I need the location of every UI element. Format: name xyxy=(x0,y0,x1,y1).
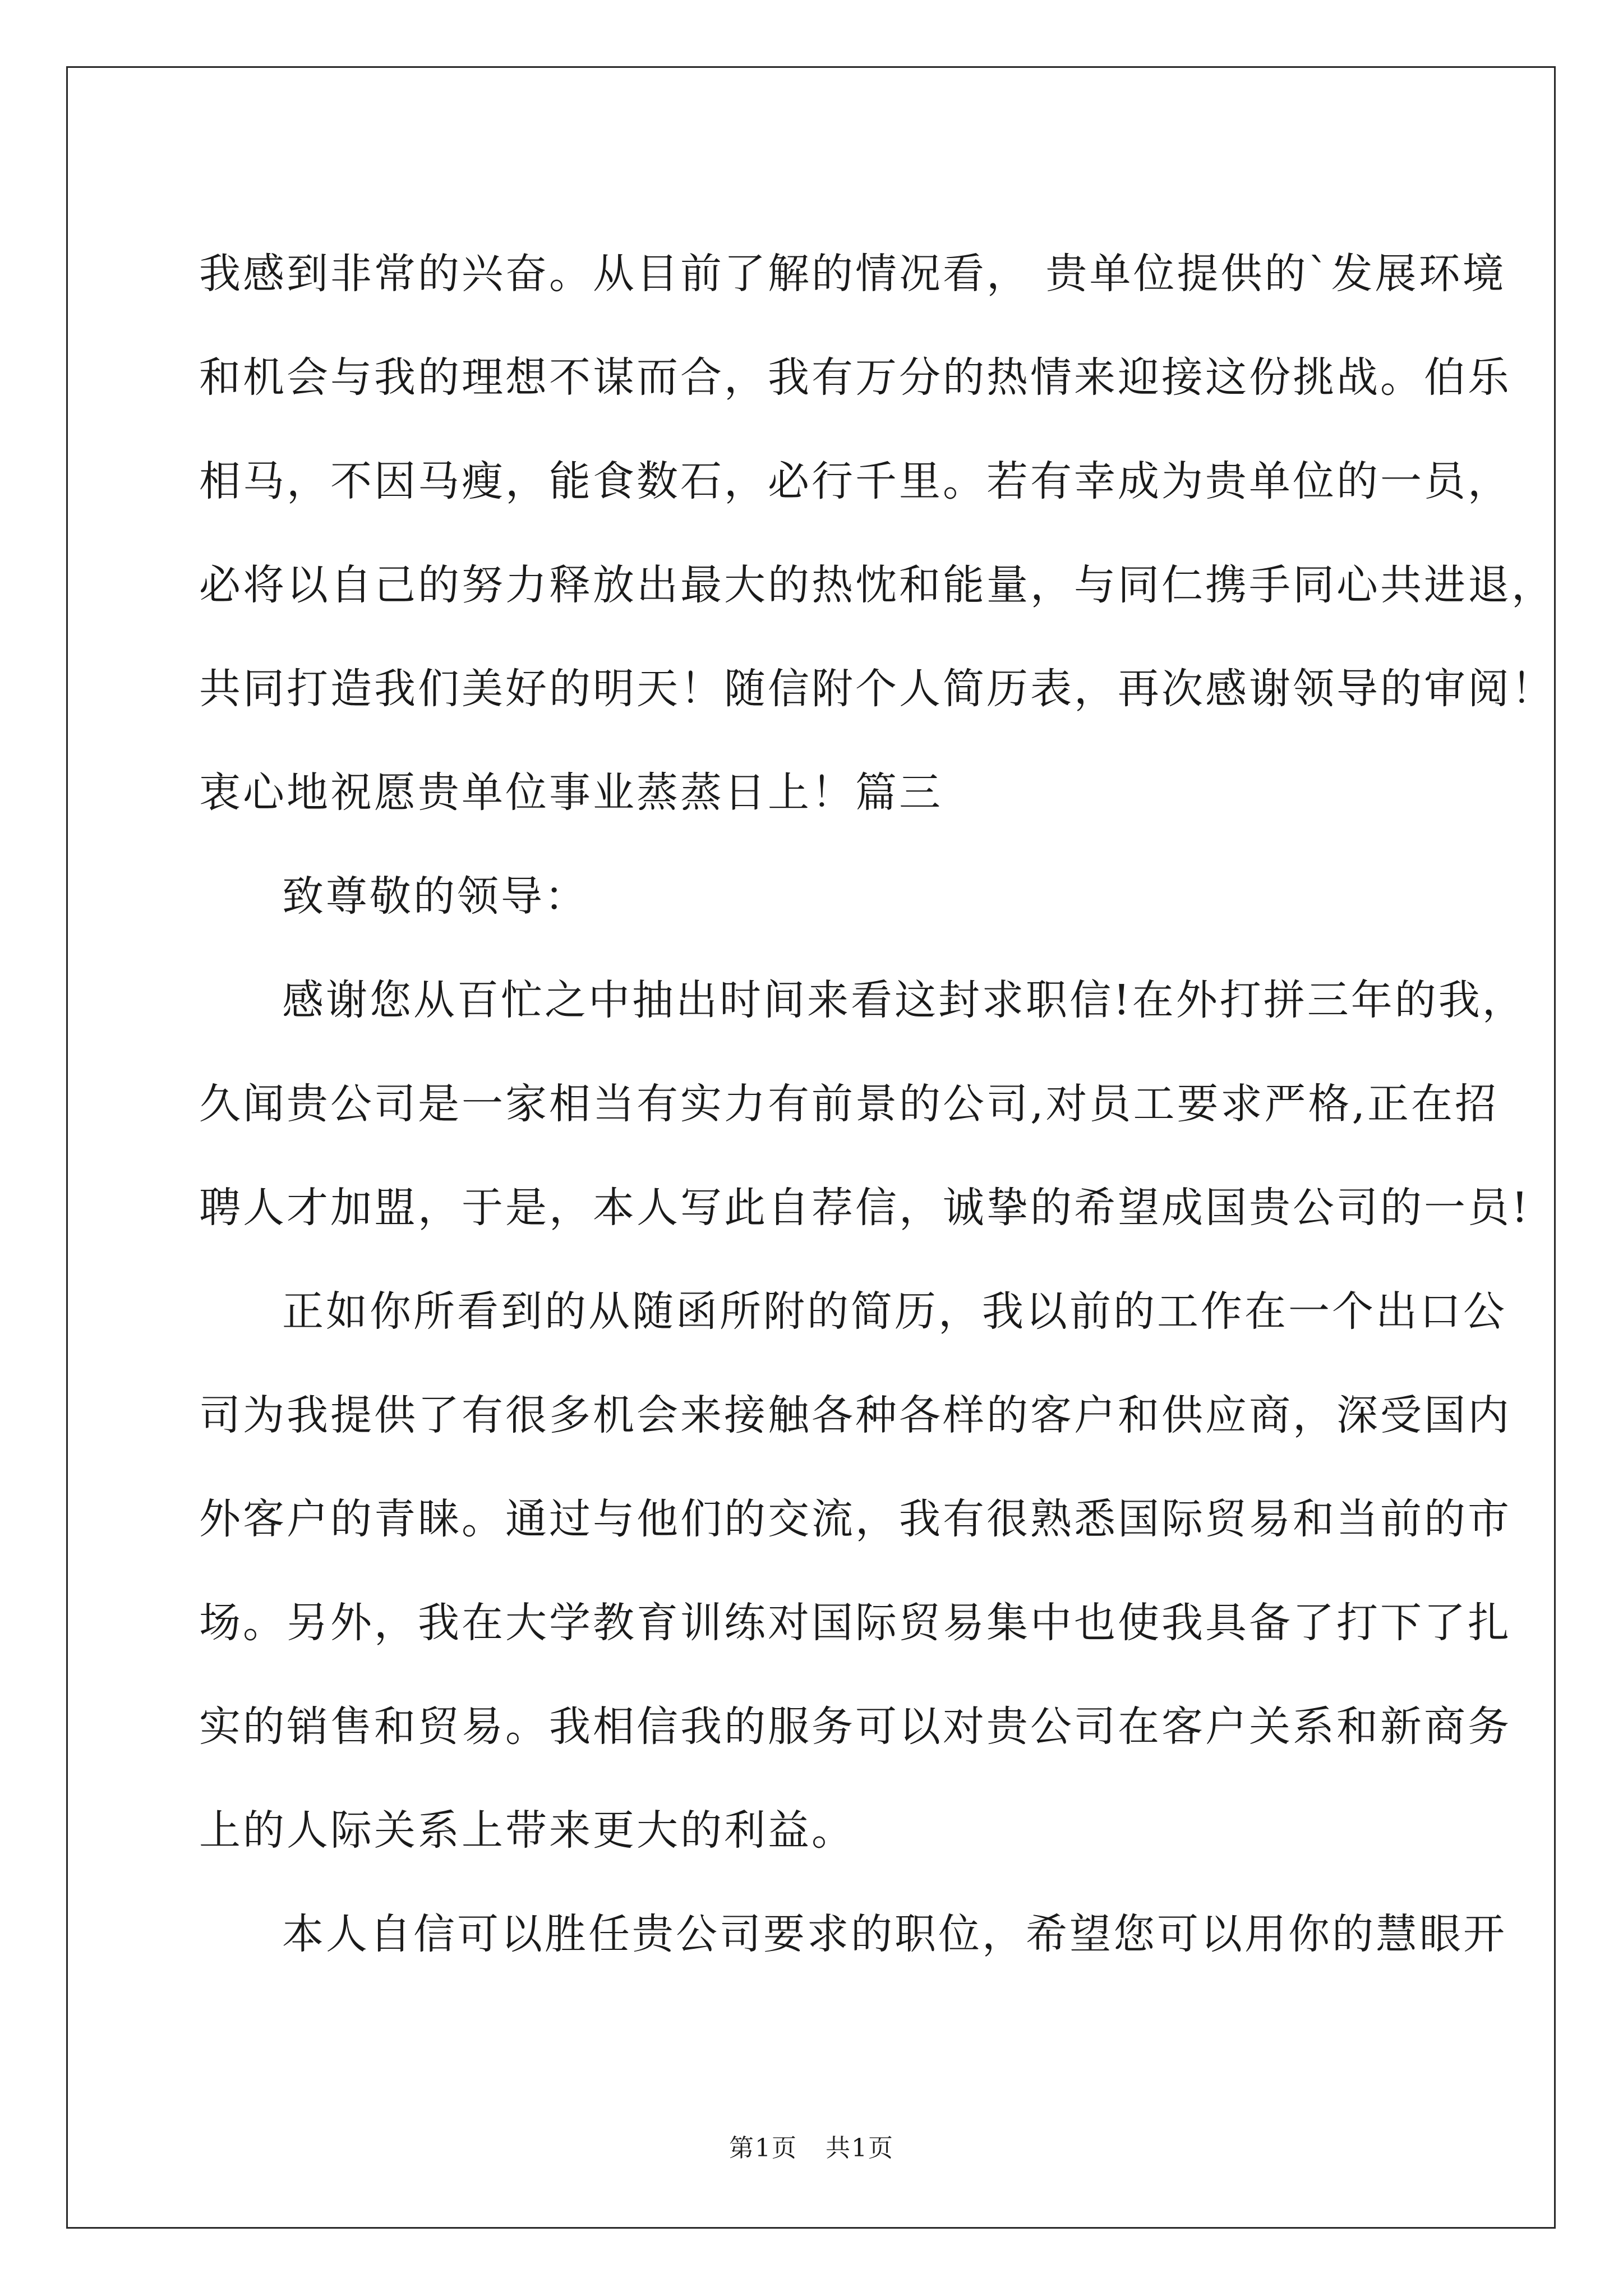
paragraph-start: 正如你所看到的从随函所附的简历，我以前的工作在一个出口公 xyxy=(282,1287,1507,1336)
page-number-total: 共1页 xyxy=(826,2134,894,2162)
document-body xyxy=(199,222,1555,1986)
text-line: 实的销售和贸易。我相信我的服务可以对贵公司在客户关系和新商务 xyxy=(199,1703,1511,1751)
text-line: 必将以自己的努力释放出最大的热忱和能量，与同仁携手同心共进退， xyxy=(199,561,1555,609)
text-line: 衷心地祝愿贵单位事业蒸蒸日上！篇三 xyxy=(199,769,943,817)
text-line: 聘人才加盟，于是，本人写此自荐信，诚挚的希望成国贵公司的一员! xyxy=(199,1184,1530,1232)
page-footer xyxy=(0,2132,1623,2165)
salutation: 致尊敬的领导： xyxy=(282,872,588,921)
text-line: 共同打造我们美好的明天！随信附个人简历表，再次感谢领导的审阅！ xyxy=(199,665,1555,713)
text-line: 久闻贵公司是一家相当有实力有前景的公司,对员工要求严格,正在招 xyxy=(199,1080,1499,1128)
text-line: 司为我提供了有很多机会来接触各种各样的客户和供应商，深受国内 xyxy=(199,1391,1511,1439)
text-line: 上的人际关系上带来更大的利益。 xyxy=(199,1806,855,1855)
paragraph-start: 本人自信可以胜任贵公司要求的职位，希望您可以用你的慧眼开 xyxy=(282,1910,1507,1958)
text-line: 和机会与我的理想不谋而合，我有万分的热情来迎接这份挑战。伯乐 xyxy=(199,353,1511,402)
text-line: 我感到非常的兴奋。从目前了解的情况看， 贵单位提供的`发展环境 xyxy=(199,250,1506,298)
page-number-current: 第1页 xyxy=(729,2134,797,2162)
text-line: 场。另外，我在大学教育训练对国际贸易集中也使我具备了打下了扎 xyxy=(199,1599,1511,1647)
text-line: 相马，不因马瘦，能食数石，必行千里。若有幸成为贵单位的一员， xyxy=(199,457,1511,505)
paragraph-start: 感谢您从百忙之中抽出时间来看这封求职信!在外打拼三年的我， xyxy=(282,976,1526,1024)
text-line: 外客户的青睐。通过与他们的交流，我有很熟悉国际贸易和当前的市 xyxy=(199,1495,1511,1543)
